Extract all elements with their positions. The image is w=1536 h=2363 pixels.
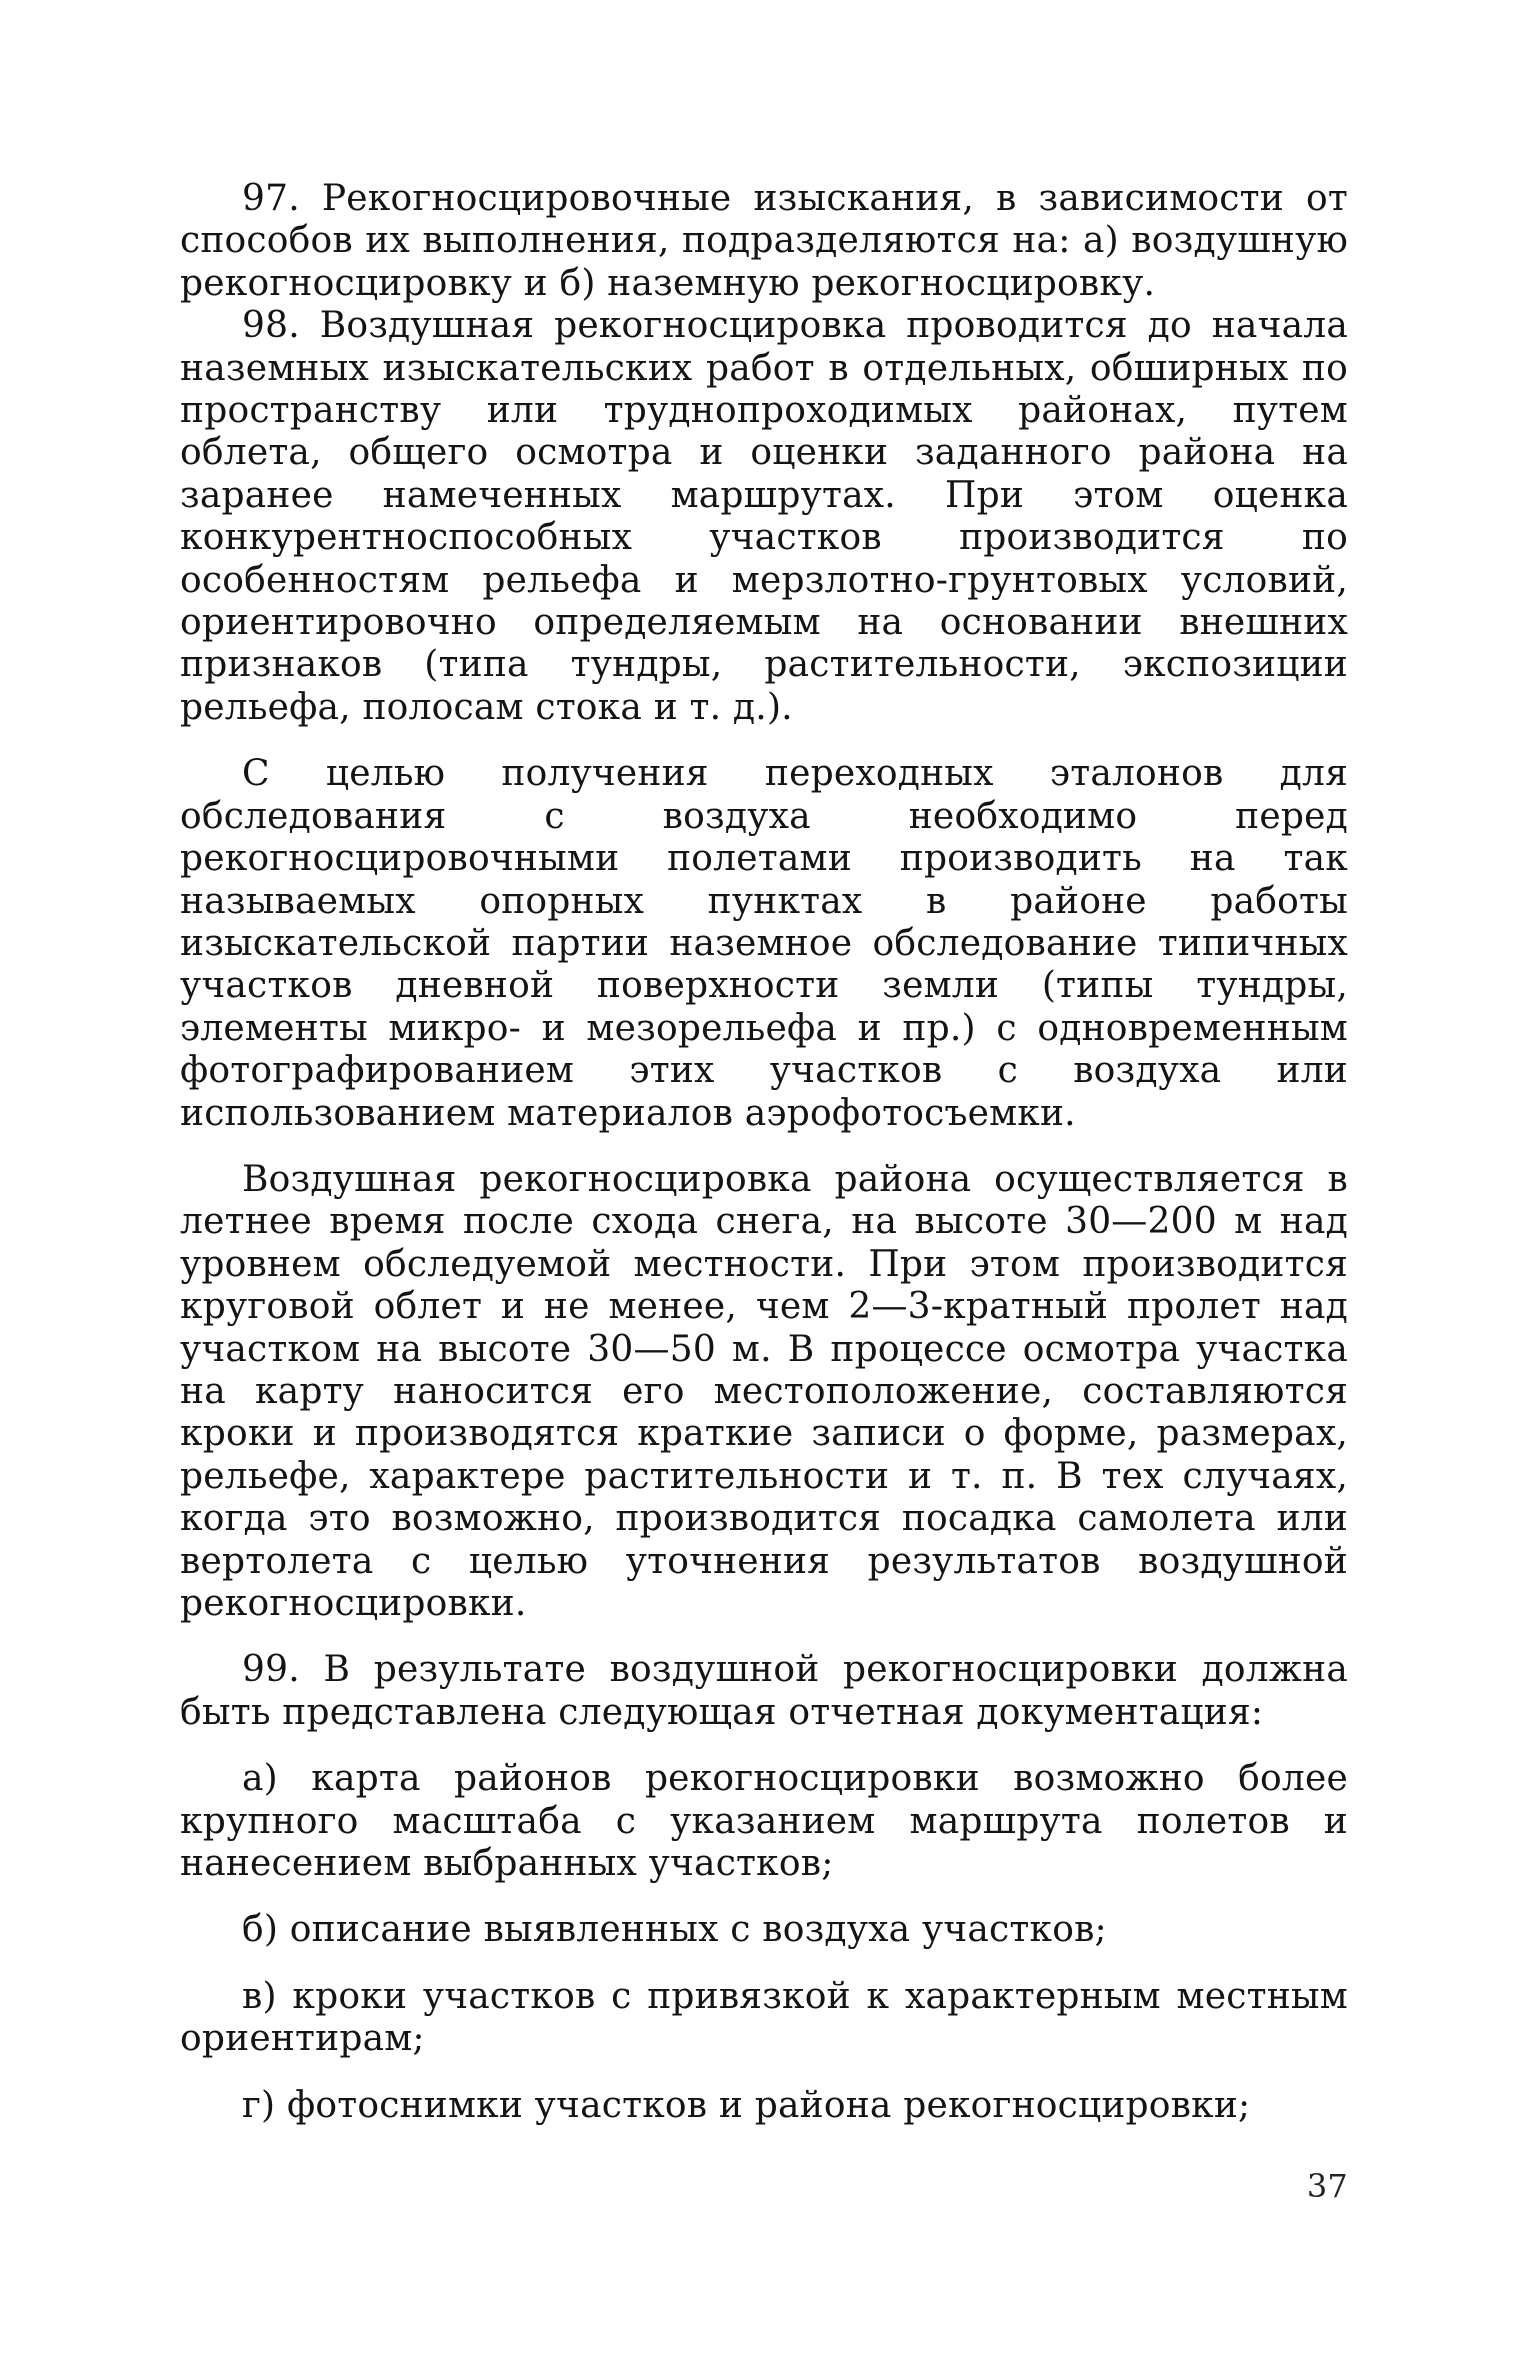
- paragraph-99: 99. В результате воздушной рекогносцировки должна быть представлена следующая отчетная документация:: [180, 1649, 1348, 1733]
- document-page: [180, 178, 1348, 2288]
- list-item-a: а) карта районов рекогносцировки возможно более крупного масштаба с указанием маршрута полетов и нанесением выбранных участков;: [180, 1758, 1348, 1885]
- list-item-g: г) фотоснимки участков и района рекогносцировки;: [242, 2084, 1251, 2126]
- list-item-b: б) описание выявленных с воздуха участков;: [242, 1909, 1107, 1951]
- paragraph-air-recon: Воздушная рекогносцировка района осуществляется в летнее время после схода снега, на высоте 30—200 м над уровнем обследуемой местности. При этом производится круговой облет и не менее, чем 2—3-кратный пролет над участком на высоте 30—50 м. В процессе осмотра участка на карту наносится его местоположение, составляются кроки и производятся краткие записи о форме, размерах, рельефе, характере растительности и т. п. В тех случаях, когда это возможно, производится посадка самолета или вертолета с целью уточнения результатов воздушной рекогносцировки.: [180, 1158, 1348, 1624]
- paragraph-etalons: С целью получения переходных эталонов для обследования с воздуха необходимо перед рекогносцировочными полетами производить на так называемых опорных пунктах в районе работы изыскательской партии наземное обследование типичных участков дневной поверхности земли (типы тундры, элементы микро- и мезорельефа и пр.) с одновременным фотографированием этих участков с воздуха или использованием материалов аэрофотосъемки.: [180, 753, 1348, 1134]
- paragraph-98: 98. Воздушная рекогносцировка проводится до начала наземных изыскательских работ в отдельных, обширных по пространству или труднопроходимых районах, путем облета, общего осмотра и оценки заданного района на заранее намеченных маршрутах. При этом оценка конкурентноспособных участков производится по особенностям рельефа и мерзлотно-грунтовых условий, ориентировочно определяемым на основании внешних признаков (типа тундры, растительности, экспозиции рельефа, полосам стока и т. д.).: [180, 305, 1348, 728]
- paragraph-97: 97. Рекогносцировочные изыскания, в зависимости от способов их выполнения, подразделяются на: а) воздушную рекогносцировку и б) наземную рекогносцировку.: [180, 178, 1348, 304]
- page-number: 37: [1306, 2167, 1348, 2205]
- list-item-v: в) кроки участков с привязкой к характерным местным ориентирам;: [180, 1975, 1348, 2060]
